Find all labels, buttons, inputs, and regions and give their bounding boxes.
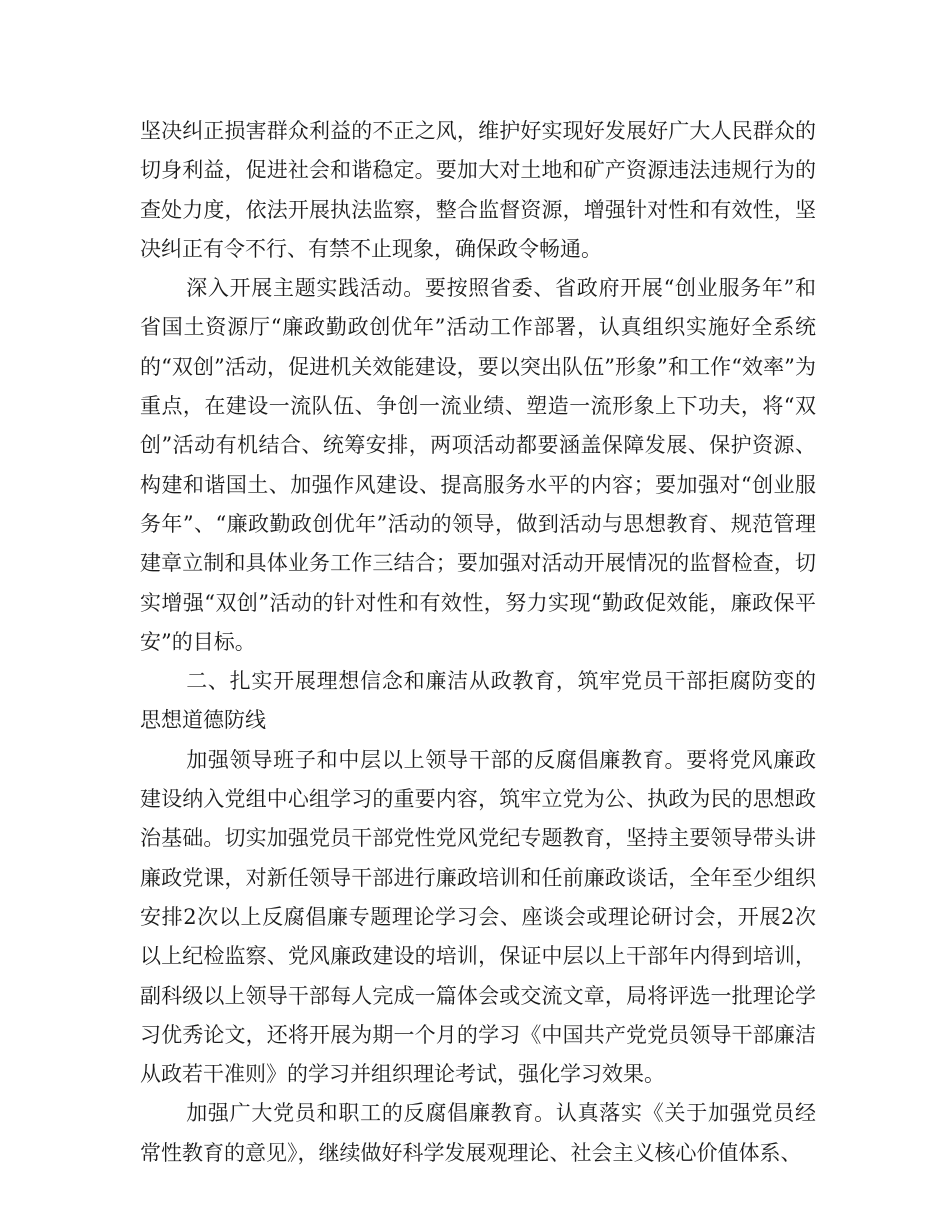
document-page: [140, 112, 816, 1173]
paragraph-4: 加强广大党员和职工的反腐倡廉教育。认真落实《关于加强党员经常性教育的意见》，继续做好科学发展观理论、社会主义核心价值体系、: [140, 1101, 816, 1165]
paragraph-3: 加强领导班子和中层以上领导干部的反腐倡廉教育。要将党风廉政建设纳入党组中心组学习的重要内容，筑牢立党为公、执政为民的思想政治基础。切实加强党员干部党性党风党纪专题教育，坚持主要领导带头讲廉政党课，对新任领导干部进行廉政培训和任前廉政谈话，全年至少组织安排2次以上反腐倡廉专题理论学习会、座谈会或理论研讨会，开展2次以上纪检监察、党风廉政建设的培训，保证中层以上干部年内得到培训，副科级以上领导干部每人完成一篇体会或交流文章，局将评选一批理论学习优秀论文，还将开展为期一个月的学习《中国共产党党员领导干部廉洁从政若干准则》的学习并组织理论考试，强化学习效果。: [140, 747, 816, 1087]
paragraph-2: 深入开展主题实践活动。要按照省委、省政府开展“创业服务年”和省国土资源厅“廉政勤政创优年”活动工作部署，认真组织实施好全系统的“双创”活动，促进机关效能建设，要以突出队伍”形象”和工作“效率”为重点，在建设一流队伍、争创一流业绩、塑造一流形象上下功夫，将“双创”活动有机结合、统筹安排，两项活动都要涵盖保障发展、保护资源、构建和谐国土、加强作风建设、提高服务水平的内容；要加强对“创业服务年”、“廉政勤政创优年”活动的领导，做到活动与思想教育、规范管理建章立制和具体业务工作三结合；要加强对活动开展情况的监督检查，切实增强“双创”活动的针对性和有效性，努力实现“勤政促效能，廉政保平安”的目标。: [140, 276, 816, 654]
paragraph-1: 坚决纠正损害群众利益的不正之风，维护好实现好发展好广大人民群众的切身利益，促进社会和谐稳定。要加大对土地和矿产资源违法违规行为的查处力度，依法开展执法监察，整合监督资源，增强针对性和有效性，坚决纠正有令不行、有禁不止现象，确保政令畅通。: [140, 119, 816, 261]
section-heading-2: 二、扎实开展理想信念和廉洁从政教育，筑牢党员干部拒腐防变的思想道德防线: [140, 669, 816, 733]
